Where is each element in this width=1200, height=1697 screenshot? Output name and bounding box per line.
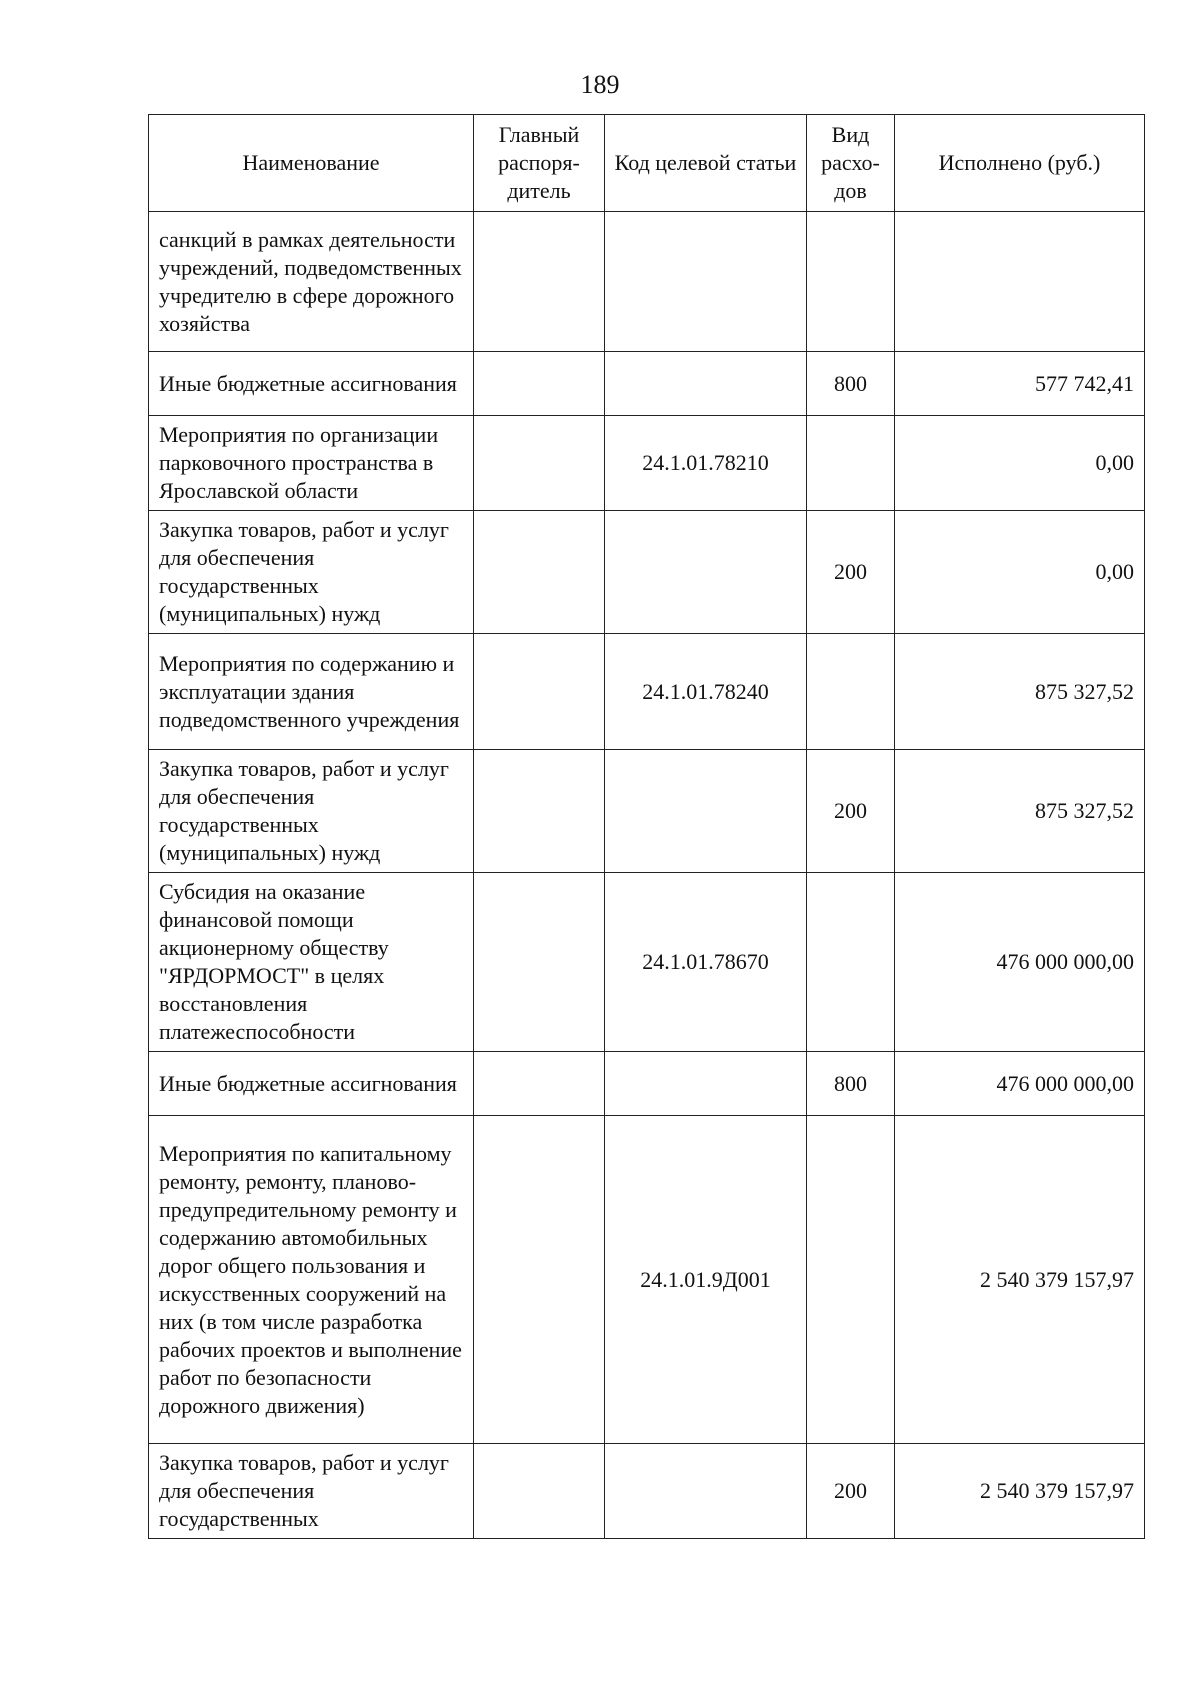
row-manager xyxy=(474,1052,605,1116)
row-name: Мероприятия по капитальному ремонту, ремонту, планово-предупредительному ремонту и содержанию автомобильных дорог общего пользования и искусственных сооружений на них (в том числе разработка рабочих проектов и выполнение работ по безопасности дорожного движения) xyxy=(149,1116,474,1444)
row-code xyxy=(605,1444,807,1539)
row-name: Мероприятия по организации парковочного пространства в Ярославской области xyxy=(149,416,474,511)
table-row xyxy=(149,1116,1145,1444)
row-amount: 577 742,41 xyxy=(895,352,1145,416)
row-amount: 875 327,52 xyxy=(895,750,1145,873)
row-type: 200 xyxy=(807,750,895,873)
row-name: Иные бюджетные ассигнования xyxy=(149,352,474,416)
table-row xyxy=(149,212,1145,352)
row-name: Иные бюджетные ассигнования xyxy=(149,1052,474,1116)
row-code: 24.1.01.78210 xyxy=(605,416,807,511)
row-type: 800 xyxy=(807,352,895,416)
row-name: Мероприятия по содержанию и эксплуатации здания подведомственного учреждения xyxy=(149,634,474,750)
row-code xyxy=(605,511,807,634)
row-name: Закупка товаров, работ и услуг для обеспечения государственных (муниципальных) нужд xyxy=(149,750,474,873)
table-row xyxy=(149,511,1145,634)
row-amount: 0,00 xyxy=(895,416,1145,511)
header-name: Наименование xyxy=(149,115,474,212)
row-code xyxy=(605,750,807,873)
table-row xyxy=(149,1052,1145,1116)
expenditure-table xyxy=(148,114,1145,1539)
table-row xyxy=(149,352,1145,416)
row-manager xyxy=(474,750,605,873)
row-manager xyxy=(474,634,605,750)
row-code: 24.1.01.78670 xyxy=(605,873,807,1052)
row-manager xyxy=(474,416,605,511)
row-name: санкций в рамках деятельности учреждений, подведомственных учредителю в сфере дорожного хозяйства xyxy=(149,212,474,352)
header-type: Вид расхо-дов xyxy=(807,115,895,212)
row-type xyxy=(807,873,895,1052)
row-manager xyxy=(474,511,605,634)
row-amount: 0,00 xyxy=(895,511,1145,634)
row-name: Закупка товаров, работ и услуг для обеспечения государственных xyxy=(149,1444,474,1539)
header-manager: Главный распоря-дитель xyxy=(474,115,605,212)
row-name: Закупка товаров, работ и услуг для обеспечения государственных (муниципальных) нужд xyxy=(149,511,474,634)
row-manager xyxy=(474,1116,605,1444)
header-code: Код целевой статьи xyxy=(605,115,807,212)
row-code xyxy=(605,212,807,352)
header-amount: Исполнено (руб.) xyxy=(895,115,1145,212)
row-code xyxy=(605,1052,807,1116)
row-code: 24.1.01.9Д001 xyxy=(605,1116,807,1444)
row-type xyxy=(807,416,895,511)
row-code: 24.1.01.78240 xyxy=(605,634,807,750)
row-amount: 476 000 000,00 xyxy=(895,1052,1145,1116)
row-type: 200 xyxy=(807,1444,895,1539)
row-type xyxy=(807,634,895,750)
row-manager xyxy=(474,873,605,1052)
row-type: 200 xyxy=(807,511,895,634)
row-amount: 875 327,52 xyxy=(895,634,1145,750)
table-row xyxy=(149,750,1145,873)
row-name: Субсидия на оказание финансовой помощи акционерному обществу "ЯРДОРМОСТ" в целях восстановления платежеспособности xyxy=(149,873,474,1052)
row-type: 800 xyxy=(807,1052,895,1116)
table-row xyxy=(149,416,1145,511)
row-amount xyxy=(895,212,1145,352)
row-manager xyxy=(474,352,605,416)
row-amount: 2 540 379 157,97 xyxy=(895,1116,1145,1444)
row-amount: 2 540 379 157,97 xyxy=(895,1444,1145,1539)
page-number: 189 xyxy=(580,70,620,99)
row-amount: 476 000 000,00 xyxy=(895,873,1145,1052)
table-row xyxy=(149,634,1145,750)
row-manager xyxy=(474,1444,605,1539)
table-header-row xyxy=(149,115,1145,212)
row-type xyxy=(807,1116,895,1444)
table-row xyxy=(149,873,1145,1052)
table-row xyxy=(149,1444,1145,1539)
row-code xyxy=(605,352,807,416)
row-type xyxy=(807,212,895,352)
row-manager xyxy=(474,212,605,352)
